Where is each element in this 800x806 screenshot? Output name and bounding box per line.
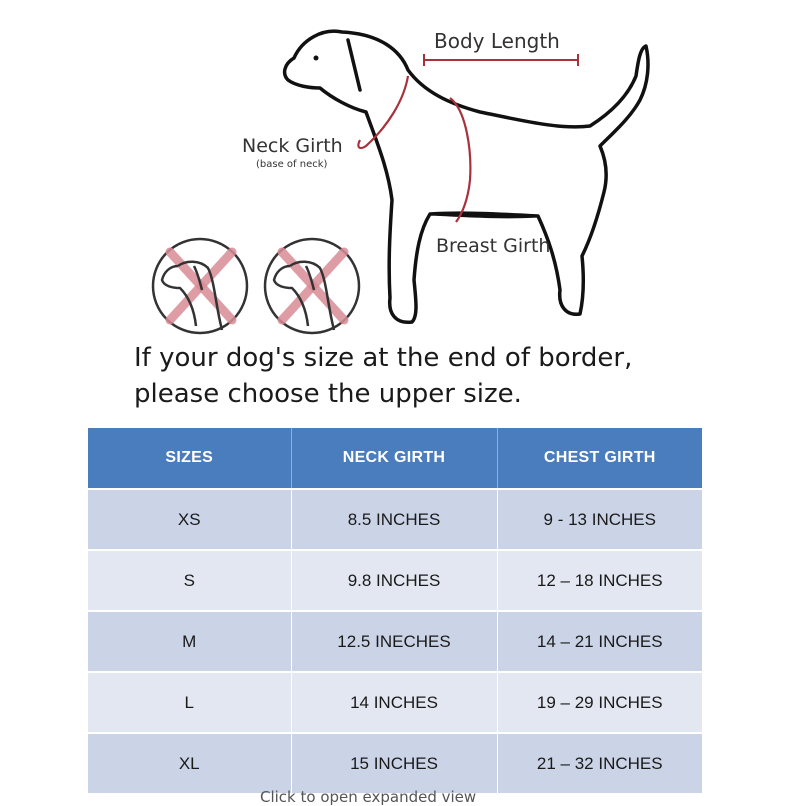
table-header-row xyxy=(88,428,702,489)
neck-girth-cell: 9.8 INCHES xyxy=(291,550,497,611)
dog-measurement-diagram xyxy=(0,0,800,340)
header-chest-girth: CHEST GIRTH xyxy=(497,428,702,489)
dog-ear xyxy=(348,40,360,90)
table-row xyxy=(88,489,702,550)
size-cell: XL xyxy=(88,733,291,793)
table-row xyxy=(88,550,702,611)
header-neck-girth: NECK GIRTH xyxy=(291,428,497,489)
size-cell: XS xyxy=(88,489,291,550)
size-cell: M xyxy=(88,611,291,672)
dog-eye xyxy=(314,56,319,61)
table-row xyxy=(88,672,702,733)
neck-girth-cell: 8.5 INCHES xyxy=(291,489,497,550)
size-cell: S xyxy=(88,550,291,611)
expand-view-link[interactable]: Click to open expanded view xyxy=(260,788,477,806)
neck-girth-note: (base of neck) xyxy=(256,159,328,170)
chest-girth-cell: 14 – 21 INCHES xyxy=(497,611,702,672)
neck-girth-label: Neck Girth xyxy=(242,135,343,157)
size-advice-note xyxy=(134,340,774,412)
dog-head-crossed-icon xyxy=(153,239,247,333)
chest-girth-cell: 12 – 18 INCHES xyxy=(497,550,702,611)
size-advice-line-2: please choose the upper size. xyxy=(134,379,522,409)
size-cell: L xyxy=(88,672,291,733)
chest-girth-cell: 9 - 13 INCHES xyxy=(497,489,702,550)
breast-girth-label: Breast Girth xyxy=(436,235,551,257)
chest-girth-cell: 21 – 32 INCHES xyxy=(497,733,702,793)
size-chart-table xyxy=(88,428,702,793)
breast-girth-line xyxy=(450,98,470,222)
table-row xyxy=(88,733,702,793)
chest-girth-cell: 19 – 29 INCHES xyxy=(497,672,702,733)
neck-girth-cell: 14 INCHES xyxy=(291,672,497,733)
table-row xyxy=(88,611,702,672)
neck-girth-cell: 12.5 INECHES xyxy=(291,611,497,672)
header-sizes: SIZES xyxy=(88,428,291,489)
dog-head-crossed-icon xyxy=(265,239,359,333)
body-length-label: Body Length xyxy=(434,29,560,53)
size-advice-line-1: If your dog's size at the end of border, xyxy=(134,343,633,373)
neck-girth-cell: 15 INCHES xyxy=(291,733,497,793)
